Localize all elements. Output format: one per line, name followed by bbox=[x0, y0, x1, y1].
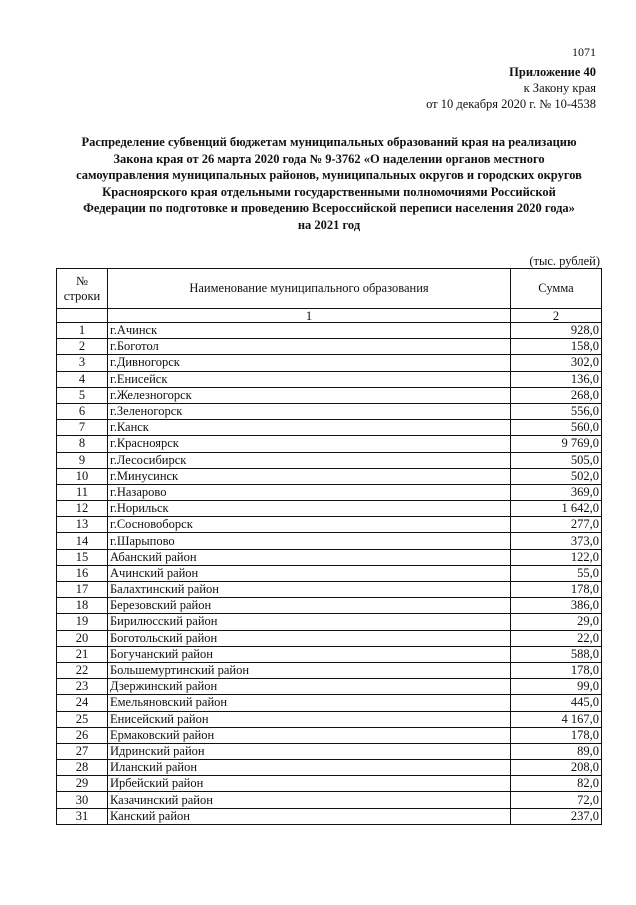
table-row bbox=[57, 452, 602, 468]
table-row bbox=[57, 468, 602, 484]
table-row bbox=[57, 598, 602, 614]
amount-cell: 178,0 bbox=[511, 582, 602, 598]
row-number-cell: 11 bbox=[57, 484, 108, 500]
amount-cell: 588,0 bbox=[511, 646, 602, 662]
row-number-cell: 18 bbox=[57, 598, 108, 614]
amount-cell: 369,0 bbox=[511, 484, 602, 500]
amount-cell: 99,0 bbox=[511, 679, 602, 695]
table-row bbox=[57, 646, 602, 662]
table-row bbox=[57, 403, 602, 419]
amount-cell: 72,0 bbox=[511, 792, 602, 808]
unit-label: (тыс. рублей) bbox=[529, 254, 600, 268]
header-amount: Сумма bbox=[511, 269, 602, 309]
table-row bbox=[57, 727, 602, 743]
row-number-cell: 13 bbox=[57, 517, 108, 533]
municipality-cell: Бирилюсский район bbox=[108, 614, 511, 630]
row-number-cell: 23 bbox=[57, 679, 108, 695]
amount-cell: 502,0 bbox=[511, 468, 602, 484]
municipality-cell: Ачинский район bbox=[108, 565, 511, 581]
index-cell-number bbox=[57, 309, 108, 323]
municipality-cell: г.Дивногорск bbox=[108, 355, 511, 371]
row-number-cell: 5 bbox=[57, 387, 108, 403]
row-number-cell: 2 bbox=[57, 339, 108, 355]
row-number-cell: 27 bbox=[57, 743, 108, 759]
appendix-law-date: от 10 декабря 2020 г. № 10-4538 bbox=[426, 97, 596, 111]
table-row bbox=[57, 533, 602, 549]
table-row bbox=[57, 517, 602, 533]
table-row bbox=[57, 679, 602, 695]
municipality-cell: Березовский район bbox=[108, 598, 511, 614]
amount-cell: 373,0 bbox=[511, 533, 602, 549]
amount-cell: 237,0 bbox=[511, 808, 602, 824]
row-number-cell: 1 bbox=[57, 323, 108, 339]
municipality-cell: Енисейский район bbox=[108, 711, 511, 727]
municipality-cell: Ирбейский район bbox=[108, 776, 511, 792]
table-row bbox=[57, 501, 602, 517]
amount-cell: 158,0 bbox=[511, 339, 602, 355]
page-number: 1071 bbox=[572, 45, 596, 59]
title-line: Распределение субвенций бюджетам муниципальных образований края на реализацию bbox=[81, 135, 577, 149]
municipality-cell: Большемуртинский район bbox=[108, 662, 511, 678]
subsidy-table bbox=[56, 268, 602, 825]
title-line: на 2021 год bbox=[297, 217, 361, 232]
table-row bbox=[57, 420, 602, 436]
row-number-cell: 8 bbox=[57, 436, 108, 452]
municipality-cell: г.Ачинск bbox=[108, 323, 511, 339]
amount-cell: 9 769,0 bbox=[511, 436, 602, 452]
table-row bbox=[57, 371, 602, 387]
table-row bbox=[57, 630, 602, 646]
table-row bbox=[57, 662, 602, 678]
amount-cell: 178,0 bbox=[511, 662, 602, 678]
amount-cell: 505,0 bbox=[511, 452, 602, 468]
municipality-cell: Богучанский район bbox=[108, 646, 511, 662]
municipality-cell: г.Норильск bbox=[108, 501, 511, 517]
municipality-cell: Казачинский район bbox=[108, 792, 511, 808]
amount-cell: 22,0 bbox=[511, 630, 602, 646]
table-row bbox=[57, 743, 602, 759]
table-row bbox=[57, 323, 602, 339]
row-number-cell: 4 bbox=[57, 371, 108, 387]
amount-cell: 386,0 bbox=[511, 598, 602, 614]
table-row bbox=[57, 484, 602, 500]
row-number-cell: 25 bbox=[57, 711, 108, 727]
row-number-cell: 22 bbox=[57, 662, 108, 678]
title-line: Федерации по подготовке и проведению Всероссийской переписи населения 2020 года» bbox=[83, 201, 575, 216]
municipality-cell: г.Красноярск bbox=[108, 436, 511, 452]
index-cell-amount: 2 bbox=[511, 309, 602, 323]
municipality-cell: Дзержинский район bbox=[108, 679, 511, 695]
municipality-cell: Балахтинский район bbox=[108, 582, 511, 598]
table-row bbox=[57, 695, 602, 711]
municipality-cell: г.Канск bbox=[108, 420, 511, 436]
table-row bbox=[57, 387, 602, 403]
table-row bbox=[57, 776, 602, 792]
title-line: Красноярского края отдельными государственными полномочиями Российской bbox=[102, 184, 556, 199]
table-index-row bbox=[57, 309, 602, 323]
municipality-cell: г.Зеленогорск bbox=[108, 403, 511, 419]
table-row bbox=[57, 582, 602, 598]
row-number-cell: 21 bbox=[57, 646, 108, 662]
amount-cell: 4 167,0 bbox=[511, 711, 602, 727]
amount-cell: 302,0 bbox=[511, 355, 602, 371]
row-number-cell: 16 bbox=[57, 565, 108, 581]
table-row bbox=[57, 808, 602, 824]
amount-cell: 1 642,0 bbox=[511, 501, 602, 517]
municipality-cell: Абанский район bbox=[108, 549, 511, 565]
amount-cell: 208,0 bbox=[511, 760, 602, 776]
table-header-row bbox=[57, 269, 602, 309]
municipality-cell: г.Шарыпово bbox=[108, 533, 511, 549]
amount-cell: 178,0 bbox=[511, 727, 602, 743]
row-number-cell: 6 bbox=[57, 403, 108, 419]
amount-cell: 560,0 bbox=[511, 420, 602, 436]
amount-cell: 445,0 bbox=[511, 695, 602, 711]
row-number-cell: 26 bbox=[57, 727, 108, 743]
row-number-cell: 12 bbox=[57, 501, 108, 517]
amount-cell: 82,0 bbox=[511, 776, 602, 792]
table-row bbox=[57, 549, 602, 565]
amount-cell: 268,0 bbox=[511, 387, 602, 403]
row-number-cell: 10 bbox=[57, 468, 108, 484]
title-line: Закона края от 26 марта 2020 года № 9-3762 «О наделении органов местного bbox=[113, 151, 545, 166]
amount-cell: 556,0 bbox=[511, 403, 602, 419]
municipality-cell: Ермаковский район bbox=[108, 727, 511, 743]
appendix-law-ref: к Закону края bbox=[523, 81, 596, 95]
amount-cell: 122,0 bbox=[511, 549, 602, 565]
row-number-cell: 19 bbox=[57, 614, 108, 630]
municipality-cell: г.Минусинск bbox=[108, 468, 511, 484]
table-row bbox=[57, 436, 602, 452]
row-number-cell: 20 bbox=[57, 630, 108, 646]
municipality-cell: г.Назарово bbox=[108, 484, 511, 500]
municipality-cell: г.Боготол bbox=[108, 339, 511, 355]
row-number-cell: 30 bbox=[57, 792, 108, 808]
header-municipality: Наименование муниципального образования bbox=[108, 269, 511, 309]
table-row bbox=[57, 760, 602, 776]
row-number-cell: 15 bbox=[57, 549, 108, 565]
table-row bbox=[57, 614, 602, 630]
row-number-cell: 14 bbox=[57, 533, 108, 549]
row-number-cell: 7 bbox=[57, 420, 108, 436]
table-row bbox=[57, 339, 602, 355]
document-title bbox=[58, 134, 600, 234]
amount-cell: 928,0 bbox=[511, 323, 602, 339]
table-row bbox=[57, 711, 602, 727]
table-row bbox=[57, 792, 602, 808]
municipality-cell: Боготольский район bbox=[108, 630, 511, 646]
municipality-cell: г.Лесосибирск bbox=[108, 452, 511, 468]
amount-cell: 29,0 bbox=[511, 614, 602, 630]
municipality-cell: Емельяновский район bbox=[108, 695, 511, 711]
row-number-cell: 29 bbox=[57, 776, 108, 792]
municipality-cell: Канский район bbox=[108, 808, 511, 824]
header-row-number: № строки bbox=[57, 269, 108, 309]
municipality-cell: г.Сосновоборск bbox=[108, 517, 511, 533]
table-row bbox=[57, 355, 602, 371]
appendix-block bbox=[426, 64, 596, 112]
amount-cell: 277,0 bbox=[511, 517, 602, 533]
row-number-cell: 9 bbox=[57, 452, 108, 468]
municipality-cell: г.Енисейск bbox=[108, 371, 511, 387]
municipality-cell: г.Железногорск bbox=[108, 387, 511, 403]
row-number-cell: 31 bbox=[57, 808, 108, 824]
row-number-cell: 24 bbox=[57, 695, 108, 711]
table-row bbox=[57, 565, 602, 581]
amount-cell: 136,0 bbox=[511, 371, 602, 387]
amount-cell: 89,0 bbox=[511, 743, 602, 759]
title-line: самоуправления муниципальных районов, муниципальных округов и городских округов bbox=[76, 168, 582, 183]
row-number-cell: 28 bbox=[57, 760, 108, 776]
row-number-cell: 17 bbox=[57, 582, 108, 598]
appendix-title: Приложение 40 bbox=[509, 65, 596, 79]
municipality-cell: Иланский район bbox=[108, 760, 511, 776]
municipality-cell: Идринский район bbox=[108, 743, 511, 759]
row-number-cell: 3 bbox=[57, 355, 108, 371]
index-cell-name: 1 bbox=[108, 309, 511, 323]
amount-cell: 55,0 bbox=[511, 565, 602, 581]
